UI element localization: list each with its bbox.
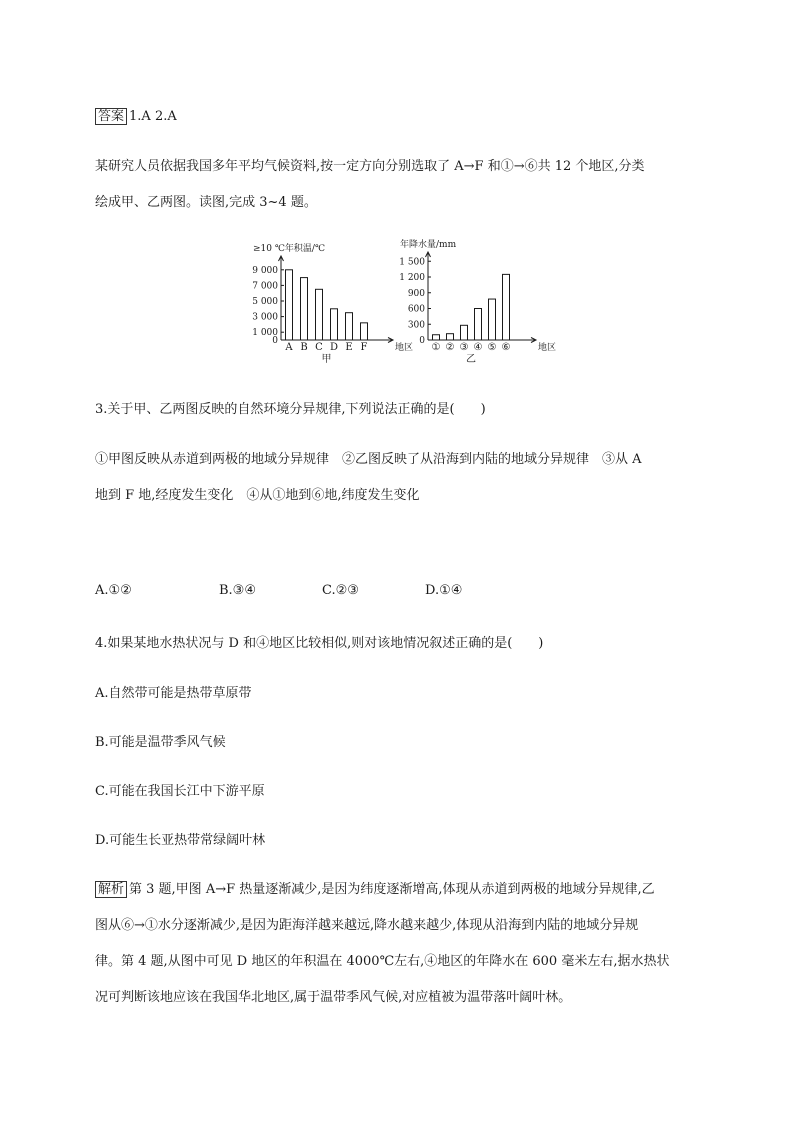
y-tick-label: 1 200 [399,273,425,283]
analysis-line-1 [95,878,655,897]
analysis-line-4: 况可判断该地应该在我国华北地区,属于温带季风气候,对应植被为温带落叶阔叶林。 [95,990,572,1005]
bar [475,309,482,341]
y-tick-label: 900 [407,288,425,299]
chart-caption: 甲 [321,354,332,365]
bar [447,334,454,340]
chart-yi [392,236,567,366]
y-tick-label: 0 [272,336,278,346]
y-tick-label: 1 000 [252,328,278,339]
q3-statements-line-2: 地到 F 地,经度发生变化 ④从①地到⑥地,纬度发生变化 [95,488,420,503]
q3-statements-line-1: ①甲图反映从赤道到两极的地域分异规律 ②乙图反映了从沿海到内陆的地域分异规律 ③从 A [95,452,642,467]
answer-label: 答案 [95,108,127,125]
bar [361,323,368,340]
x-tick-label: B [300,342,308,353]
analysis-line-2: 图从⑥→①水分逐渐减少,是因为距海洋越来越远,降水越来越少,体现从沿海到内陆的地域分异规 [95,918,639,933]
x-axis-label: 地区 [395,343,414,353]
x-tick-label: C [315,342,323,353]
previous-answer [95,105,177,124]
y-tick-label: 1 500 [399,257,425,268]
y-tick-label: 5 000 [252,297,278,307]
y-tick-label: 7 000 [252,281,278,292]
y-tick-label: 300 [407,320,425,331]
bar [286,270,293,340]
analysis-label: 解析 [95,881,127,898]
y-tick-label: 600 [407,304,425,315]
bar [316,289,323,340]
q3-option-b[interactable]: B.③④ [219,583,256,598]
y-tick-label: 0 [419,336,425,346]
x-tick-label: D [329,342,339,353]
q4-stem: 4.如果某地水热状况与 D 和④地区比较相似,则对该地情况叙述正确的是( ) [95,636,544,651]
x-tick-label: ④ [473,342,483,353]
x-tick-label: ③ [459,342,469,353]
chart-caption: 乙 [466,354,476,365]
bar [461,325,468,340]
x-tick-label: F [360,342,368,353]
answer-text: 1.A 2.A [129,109,177,124]
bar [503,274,510,340]
analysis-text-1: 第 3 题,甲图 A→F 热量逐渐减少,是因为纬度逐渐增高,体现从赤道到两极的地域分异规律,乙 [129,882,655,897]
bar [331,309,338,340]
intro-line-1: 某研究人员依据我国多年平均气候资料,按一定方向分别选取了 A→F 和①→⑥共 12 个地区,分类 [95,159,645,174]
q3-option-c[interactable]: C.②③ [322,583,359,598]
q4-option-b[interactable]: B.可能是温带季风气候 [95,735,226,750]
x-tick-label: ⑤ [487,342,497,353]
q3-stem: 3.关于甲、乙两图反映的自然环境分异规律,下列说法正确的是( ) [95,402,486,417]
x-tick-label: ① [431,342,441,353]
x-tick-label: E [345,342,353,353]
x-axis-label: 地区 [538,343,557,353]
intro-line-2: 绘成甲、乙两图。读图,完成 3~4 题。 [95,195,317,210]
q4-option-a[interactable]: A.自然带可能是热带草原带 [95,686,252,701]
bar [301,278,308,340]
y-axis-label: 年降水量/mm [400,240,457,250]
q3-option-d[interactable]: D.①④ [425,583,463,598]
y-tick-label: 9 000 [252,265,278,276]
bar [489,299,496,340]
y-tick-label: 3 000 [252,312,278,323]
x-tick-label: ② [445,342,455,353]
bar [346,313,353,340]
analysis-line-3: 律。第 4 题,从图中可见 D 地区的年积温在 4000℃左右,④地区的年降水在 600 毫米左右,据水热状 [95,954,670,969]
bar [433,335,440,340]
x-tick-label: A [285,342,293,353]
x-tick-label: ⑥ [501,342,511,353]
q4-option-d[interactable]: D.可能生长亚热带常绿阔叶林 [95,833,266,848]
q4-option-c[interactable]: C.可能在我国长江中下游平原 [95,784,265,799]
y-axis-label: ≥10 ℃年积温/℃ [253,244,326,254]
q3-option-a[interactable]: A.①② [95,583,132,598]
